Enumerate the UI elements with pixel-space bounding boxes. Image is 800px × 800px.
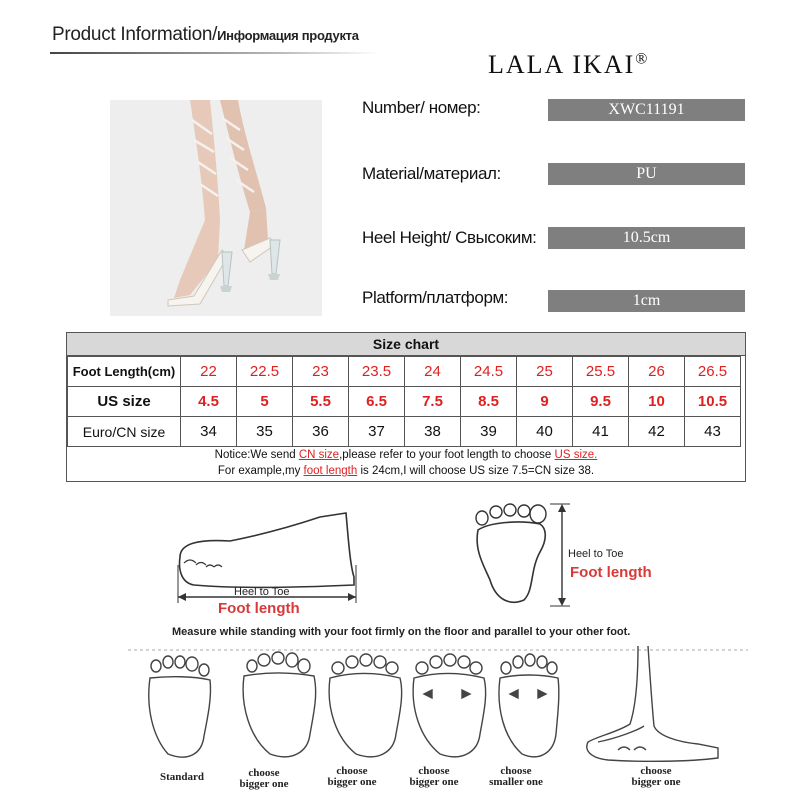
label-line-1: Standard: [159, 771, 205, 783]
table-cell: 24: [405, 357, 461, 387]
table-cell: 24.5: [461, 357, 517, 387]
spec-value-number: XWC11191: [548, 99, 745, 121]
table-cell: 34: [181, 417, 237, 447]
notice-text: For example,my: [217, 465, 304, 477]
foot-label-6: [618, 766, 694, 788]
foot-length-top-label: Foot length: [570, 564, 652, 581]
label-line-2: bigger one: [239, 778, 289, 790]
label-line-2: smaller one: [489, 776, 543, 788]
product-info-title-en: Product Information/: [52, 24, 218, 45]
notice-highlight: foot length: [303, 465, 358, 477]
label-line-1: choose: [418, 765, 450, 777]
label-line-2: bigger one: [327, 776, 377, 788]
size-chart: [66, 332, 746, 482]
table-cell: 9: [517, 387, 573, 417]
foot-label-4: [398, 766, 470, 788]
table-cell: 10: [629, 387, 685, 417]
notice-line-1: [67, 447, 745, 463]
label-line-2: bigger one: [409, 776, 459, 788]
spec-label-platform: Platform/платформ:: [362, 288, 509, 307]
foot-narrow-icon: [499, 654, 559, 757]
table-cell: 23.5: [349, 357, 405, 387]
notice-highlight: US size.: [554, 449, 598, 461]
notice-line-2: [67, 463, 745, 479]
table-cell: 36: [293, 417, 349, 447]
spec-value-heel-height: 10.5cm: [548, 227, 745, 249]
registered-mark: ®: [635, 50, 650, 68]
spec-label-material: Material/материал:: [362, 164, 501, 183]
table-cell: 41: [573, 417, 629, 447]
notice-text: ,please refer to your foot length to choose: [339, 449, 555, 461]
foot-thick-icon: [413, 654, 486, 757]
label-line-1: choose: [248, 767, 280, 779]
foot-label-3: [316, 766, 388, 788]
brand-logo: [488, 50, 649, 80]
table-cell: 26: [629, 357, 685, 387]
table-cell: 7.5: [405, 387, 461, 417]
row-label: Foot Length(cm): [68, 357, 181, 387]
table-cell: 25.5: [573, 357, 629, 387]
table-cell: 40: [517, 417, 573, 447]
sandal-illustration: [110, 100, 322, 316]
table-cell: 42: [629, 417, 685, 447]
notice-text: is 24cm,I will choose US size 7.5=CN size 38.: [357, 465, 595, 477]
table-cell: 37: [349, 417, 405, 447]
table-cell: 35: [237, 417, 293, 447]
notice-highlight: CN size: [298, 449, 340, 461]
table-row-foot-length: [68, 357, 741, 387]
header-underline: [50, 52, 380, 54]
heel-to-toe-top-label: Heel to Toe: [568, 548, 624, 560]
table-cell: 5.5: [293, 387, 349, 417]
table-cell: 4.5: [181, 387, 237, 417]
table-cell: 10.5: [685, 387, 741, 417]
foot-side-view-icon: [170, 505, 370, 615]
table-cell: 23: [293, 357, 349, 387]
spec-label-heel-height: Heel Height/ Свысоким:: [362, 228, 537, 247]
foot-length-side-label: Foot length: [218, 600, 300, 617]
label-line-1: choose: [500, 765, 532, 777]
notice-text: Notice:We send: [214, 449, 299, 461]
size-notice: [67, 447, 745, 479]
product-photo: [110, 100, 322, 316]
foot-wide-icon: [243, 652, 316, 757]
table-cell: 38: [405, 417, 461, 447]
spec-value-platform: 1cm: [548, 290, 745, 312]
table-cell: 26.5: [685, 357, 741, 387]
heel-to-toe-side-label: Heel to Toe: [234, 586, 290, 598]
label-line-1: choose: [640, 765, 672, 777]
table-row-euro-size: [68, 417, 741, 447]
table-cell: 39: [461, 417, 517, 447]
size-chart-table: [67, 356, 741, 447]
table-cell: 5: [237, 387, 293, 417]
table-cell: 8.5: [461, 387, 517, 417]
table-cell: 22: [181, 357, 237, 387]
foot-high-instep-icon: [587, 646, 718, 761]
table-cell: 6.5: [349, 387, 405, 417]
spec-value-material: PU: [548, 163, 745, 185]
foot-label-5: [478, 766, 554, 788]
table-cell: 25: [517, 357, 573, 387]
foot-label-2: [228, 768, 300, 790]
table-row-us-size: [68, 387, 741, 417]
product-info-title: [52, 24, 359, 46]
foot-types-illustration: [128, 646, 748, 764]
table-cell: 22.5: [237, 357, 293, 387]
foot-high-arch-icon: [329, 654, 402, 757]
table-cell: 43: [685, 417, 741, 447]
table-cell: 9.5: [573, 387, 629, 417]
foot-label-standard: [146, 772, 218, 783]
label-line-2: bigger one: [631, 776, 681, 788]
brand-name: LALA IKAI: [488, 50, 636, 79]
foot-standard-icon: [149, 656, 211, 757]
product-info-title-ru: Информация продукта: [217, 28, 359, 43]
measure-instruction: Measure while standing with your foot firmly on the floor and parallel to your other foot.: [172, 626, 631, 638]
label-line-1: choose: [336, 765, 368, 777]
size-chart-title: Size chart: [67, 333, 745, 356]
row-label: Euro/CN size: [68, 417, 181, 447]
spec-label-number: Number/ номер:: [362, 98, 481, 117]
row-label: US size: [68, 387, 181, 417]
